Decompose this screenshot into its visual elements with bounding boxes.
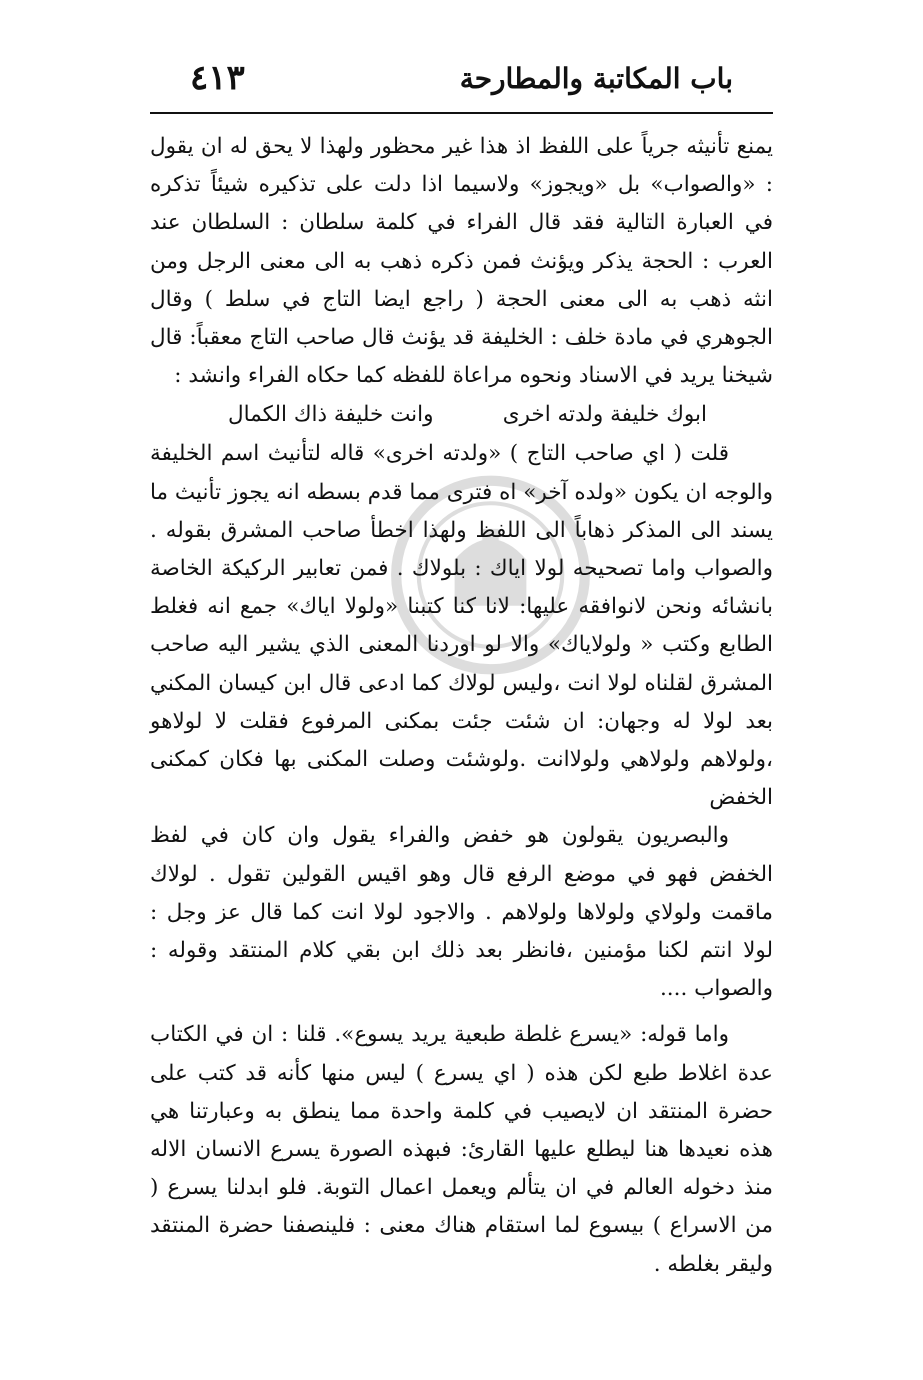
text-line: بعد ذلك ابن بقي كلام المنتقد وقوله : والصواب .... — [150, 938, 773, 1002]
text-line: يمنع تأنيثه جرياً على اللفظ اذ هذا غير محظور ولهذا لا يحق له ان يقول : — [150, 134, 773, 198]
text-line: قلت ( اي صاحب التاج ) «ولدته اخرى» قاله لتأنيث اسم الخليفة والوجه — [150, 441, 773, 505]
text-line: كما حكاه الفراء وانشد : — [174, 363, 386, 389]
verse-second-hemistich: وانت خليفة ذاك الكمال — [228, 402, 434, 428]
text-line: يؤنث قال صاحب التاج معقباً: قال شيخنا يريد في الاسناد ونحوه مراعاة للفظه — [150, 325, 773, 389]
page-number: ٤١٣ — [190, 58, 245, 98]
text-line: «والصواب» بل «ويجوز» ولاسيما اذا دلت على تذكيره شيئاً تذكره في العبارة — [150, 172, 773, 236]
text-line: ان يكون «ولده آخر» اه فترى مما قدم بسطه انه يجوز تأنيث ما يسند الى المذكر — [150, 479, 773, 543]
text-line: ويؤنث فمن ذكره ذهب به الى معنى الرجل ومن انثه ذهب به الى معنى الحجة — [150, 248, 773, 312]
text-line: اغلاط طبع لكن هذه ( اي يسرع ) ليس منها كأنه قد كتب على حضرة — [150, 1060, 773, 1124]
page-header — [150, 58, 773, 108]
text-line: ( راجع ايضا التاج في سلط ) وقال الجوهري في مادة خلف : الخليفة قد — [150, 286, 774, 351]
text-line: يتألم ويعمل اعمال التوبة. فلو ابدلنا يسرع ( من الاسراع ) بيسوع لما استقام — [150, 1175, 773, 1239]
text-line: في موضع الرفع قال وهو اقيس القولين تقول . لولاك ماقمت ولولاي ولولاها — [150, 861, 773, 925]
text-line: قال ابن كيسان المكني بعد لولا له وجهان: ان شئت جئت بمكنى المرفوع فقلت لا — [150, 670, 773, 734]
body-text — [150, 128, 773, 1284]
text-line: المنتقد ان لايصيب في كلمة واحدة مما ينطق به وعبارتنا هي هذه نعيدها هنا — [150, 1098, 774, 1163]
text-line: لولاهو ،ولولاهم ولولاهي ولولاانت .ولوشئت وصلت المكنى بها فكان كمكنى الخفض — [150, 708, 773, 811]
paragraph-3 — [150, 817, 773, 1008]
text-line: واما قوله: «يسرع غلطة طبعية يريد يسوع». قلنا : ان في الكتاب عدة — [150, 1022, 774, 1086]
text-line: ليطلع عليها القارئ: فبهذه الصورة يسرع الانسان الاله منذ دخوله العالم في ان — [150, 1137, 773, 1201]
text-line: ولولاهم . والاجود لولا انت كما قال عز وجل : لولا انتم لكنا مؤمنين ،فانظر — [150, 899, 773, 964]
paragraph-2 — [150, 435, 773, 817]
paragraph-1 — [150, 128, 773, 395]
text-line: لو اوردنا المعنى الذي يشير اليه صاحب المشرق لقلناه لولا انت ،وليس لولاك كما ادعى — [150, 632, 773, 696]
text-line: ذهاباً الى اللفظ ولهذا اخطأ صاحب المشرق بقوله . والصواب واما تصحيحه — [150, 517, 773, 582]
running-title: باب المكاتبة والمطارحة — [459, 62, 733, 95]
header-rule — [150, 112, 773, 114]
text-line: والبصريون يقولون هو خفض والفراء يقول وان كان في لفظ الخفض فهو — [150, 823, 773, 887]
text-line: هناك معنى : فلينصفنا حضرة المنتقد وليقر بغلطه . — [150, 1213, 773, 1277]
text-line: لولا اياك : بلولاك . فمن تعابير الركيكة الخاصة بانشائه ونحن لانوافقه عليها: — [150, 556, 773, 620]
poem-verse — [150, 395, 773, 435]
paragraph-4 — [150, 1016, 773, 1283]
verse-first-hemistich: ابوك خليفة ولدته اخرى — [502, 402, 707, 428]
text-line: لانا كنا كتبنا «ولولا اياك» جمع انه فغلط الطابع وكتب « ولولاياك» والا — [150, 594, 773, 658]
text-line: التالية فقد قال الفراء في كلمة سلطان : السلطان عند العرب : الحجة يذكر — [150, 210, 773, 274]
